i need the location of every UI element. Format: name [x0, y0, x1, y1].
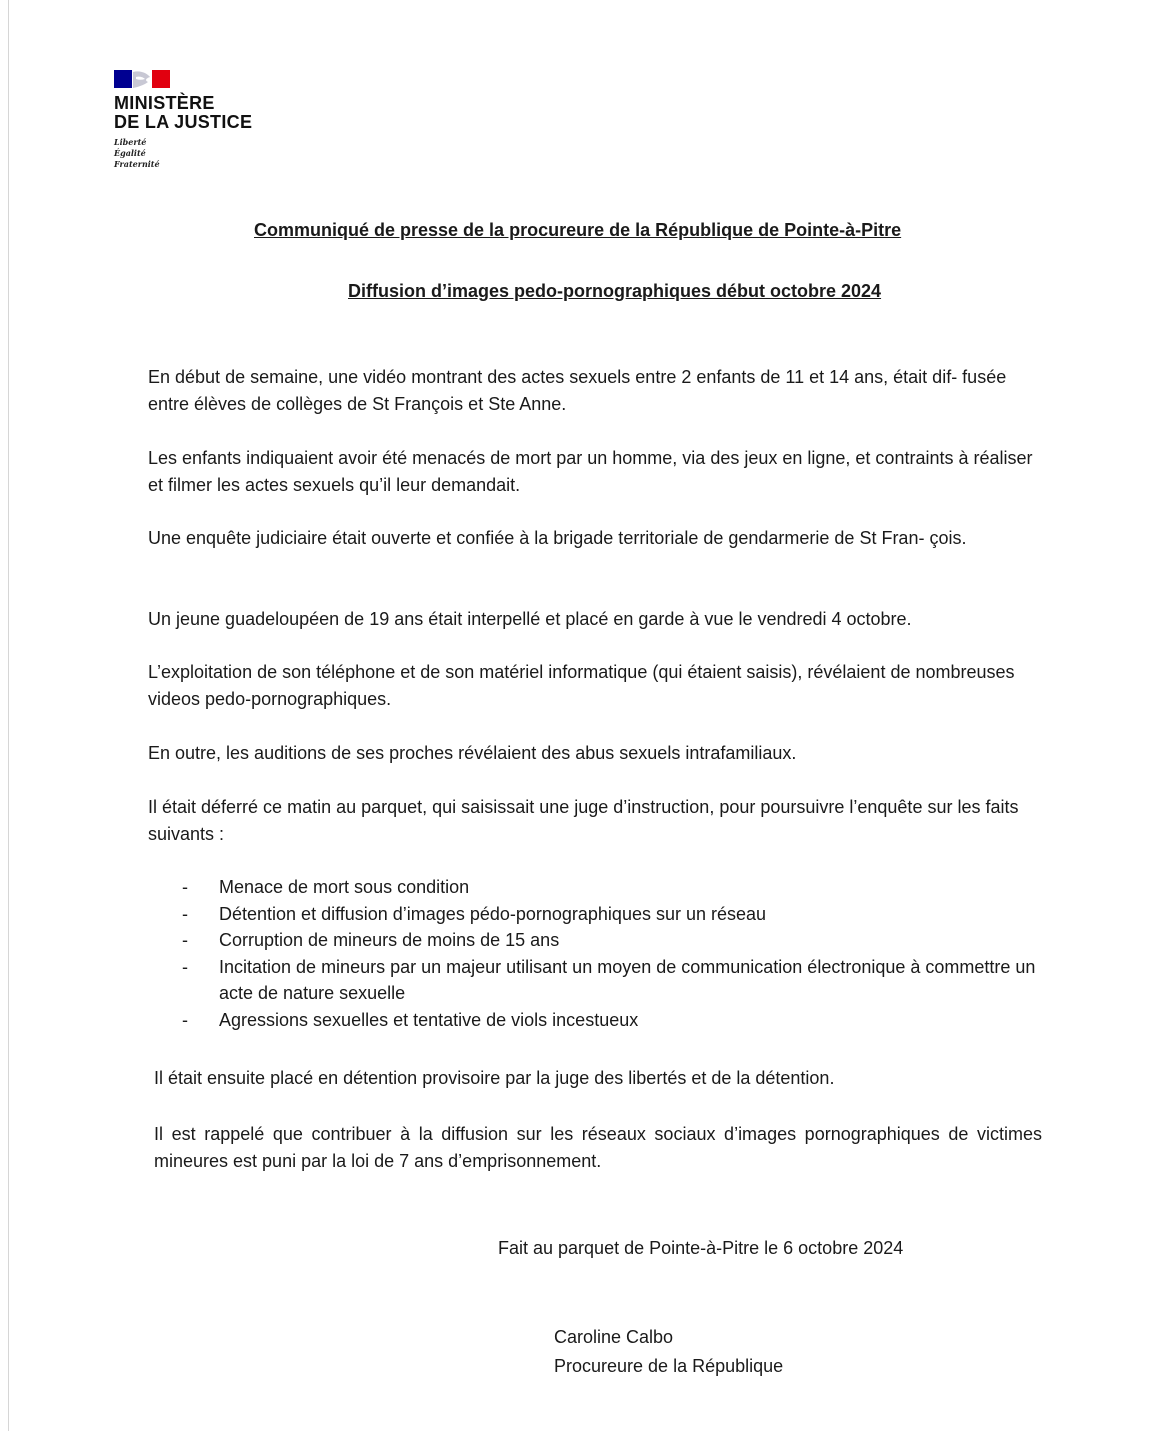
charges-list [148, 874, 1044, 1034]
list-item [148, 954, 1044, 1007]
ministry-logo [114, 68, 334, 170]
republic-motto [114, 137, 334, 170]
paragraph-investigation: Une enquête judiciaire était ouverte et confiée à la brigade territoriale de gendarmerie de St Fran- çois. [148, 528, 967, 548]
flag-blue-band [114, 70, 132, 88]
list-item [148, 1007, 1044, 1034]
list-item [148, 927, 1044, 954]
charge-text: Menace de mort sous condition [219, 877, 470, 897]
page-edge [8, 0, 9, 1431]
paragraph-threats: Les enfants indiquaient avoir été menacés de mort par un homme, via des jeux en ligne, et contraints à réaliser et filmer les actes sexuels qu’il leur demandait. [148, 448, 1033, 495]
motto-egalite: Égalité [114, 148, 146, 158]
ministry-line-2: DE LA JUSTICE [114, 112, 253, 132]
flag-red-band [152, 70, 170, 88]
ministry-line-1: MINISTÈRE [114, 93, 215, 113]
ministry-name [114, 94, 334, 132]
signatory-name: Caroline Calbo [554, 1327, 674, 1347]
list-dash: - [182, 1009, 188, 1030]
list-dash: - [182, 956, 188, 977]
list-dash: - [182, 877, 188, 897]
list-dash: - [182, 903, 188, 924]
list-item [148, 901, 1044, 928]
place-and-date: Fait au parquet de Pointe-à-Pitre le 6 octobre 2024 [498, 1238, 904, 1258]
marianne-flag-icon [114, 68, 170, 90]
paragraph-devices: L’exploitation de son téléphone et de son matériel informatique (qui étaient saisis), révélaient de nombreuses videos pedo-pornographiques. [148, 662, 1015, 709]
motto-fraternite: Fraternité [114, 159, 160, 169]
paragraph-video-diffusion: En début de semaine, une vidéo montrant des actes sexuels entre 2 enfants de 11 et 14 ans, était dif- fusée entre élèves de collèges de St François et Ste Anne. [148, 367, 1007, 414]
charge-text: Corruption de mineurs de moins de 15 ans [219, 930, 560, 951]
paragraph-arrest: Un jeune guadeloupéen de 19 ans était interpellé et placé en garde à vue le vendredi 4 octobre. [148, 609, 912, 629]
press-release-subtitle: Diffusion d’images pedo-pornographiques début octobre 2024 [348, 281, 882, 301]
press-release-title: Communiqué de presse de la procureure de la République de Pointe-à-Pitre [254, 220, 902, 240]
charge-text: Incitation de mineurs par un majeur utilisant un moyen de communication électronique à commettre un acte de nature sexuelle [219, 956, 1036, 1004]
motto-liberte: Liberté [114, 137, 147, 147]
paragraph-family-abuse: En outre, les auditions de ses proches révélaient des abus sexuels intrafamiliaux. [148, 743, 797, 763]
paragraph-legal-reminder: Il est rappelé que contribuer à la diffusion sur les réseaux sociaux d’images pornographiques de victimes mineures est puni par la loi de 7 ans d’emprisonnement. [154, 1124, 1042, 1171]
list-item [148, 874, 1044, 901]
paragraph-detention: Il était ensuite placé en détention provisoire par la juge des libertés et de la détention. [154, 1068, 835, 1088]
charge-text: Agressions sexuelles et tentative de viols incestueux [219, 1009, 639, 1030]
charge-text: Détention et diffusion d’images pédo-pornographiques sur un réseau [219, 903, 767, 924]
signatory-title: Procureure de la République [554, 1356, 784, 1376]
paragraph-referral: Il était déferré ce matin au parquet, qui saisissait une juge d’instruction, pour poursuivre l’enquête sur les faits suivants : [148, 797, 1019, 844]
list-dash: - [182, 930, 188, 951]
